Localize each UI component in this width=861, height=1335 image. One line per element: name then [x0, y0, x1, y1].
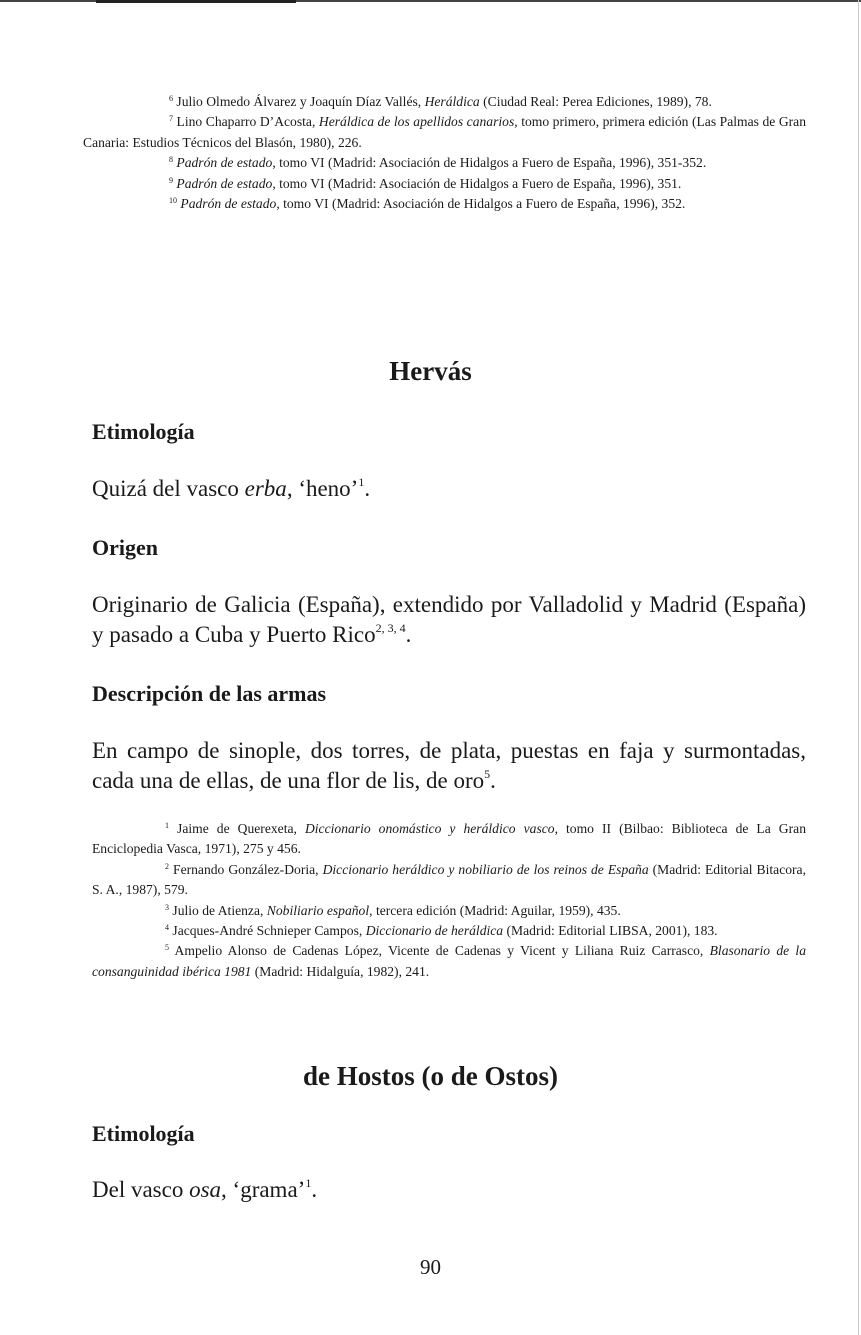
footnote-number: 4	[165, 923, 169, 933]
footnote-number: 2	[165, 861, 169, 871]
footnote-text: Fernando González-Doria,	[173, 861, 323, 877]
footnote-number: 6	[169, 94, 173, 103]
footnote-number: 3	[165, 902, 169, 912]
footnote-3	[92, 901, 806, 921]
heading-origen-hervas: Origen	[92, 535, 158, 560]
footnote-2	[92, 860, 806, 901]
footnote-8	[83, 153, 806, 173]
footnote-5	[92, 941, 806, 982]
etimologia-hervas-text: Quizá del vasco erba, ‘heno’$^1$.	[92, 475, 371, 501]
armas-hervas-text: En campo de sinople, dos torres, de plata, puestas en faja y surmontadas, cada una de ellas, de una flor de lis, de oro$^5$.	[92, 738, 806, 793]
footnote-title: Diccionario heráldico y nobiliario de los reinos de España	[322, 861, 649, 877]
footnote-text: , tercera edición (Madrid: Aguilar, 1959), 435.	[369, 902, 621, 918]
footnote-text: , tomo VI (Madrid: Asociación de Hidalgos a Fuero de España, 1996), 352.	[276, 196, 686, 212]
footnote-text: Ampelio Alonso de Cadenas López, Vicente de Cadenas y Vicent y Liliana Ruiz Carrasco,	[174, 943, 710, 959]
footnote-text: Jaime de Querexeta,	[177, 821, 305, 836]
footnote-title: Diccionario de heráldica	[365, 923, 504, 939]
footnote-text: (Ciudad Real: Perea Ediciones, 1989), 78.	[479, 94, 712, 109]
heading-etimologia-hervas: Etimología	[92, 419, 195, 444]
footnote-text: , tomo primero, primera edición (Las Palmas de Gran Canaria: Estudios Técnicos del Blasón, 1980), 226.	[83, 114, 807, 150]
footnote-text: Jacques-André Schnieper Campos,	[172, 923, 366, 939]
origen-hervas-text: Originario de Galicia (España), extendido por Valladolid y Madrid (España) y pasado a Cuba y Puerto Rico$^{2, 3, 4}$.	[92, 592, 806, 647]
heading-etimologia-hostos: Etimología	[92, 1121, 195, 1146]
footnote-title: Heráldica de los apellidos canarios	[318, 114, 515, 130]
footnote-title: Heráldica	[424, 94, 480, 109]
page-number: 90	[420, 1255, 441, 1279]
footnote-text: (Madrid: Hidalguía, 1982), 241.	[251, 963, 430, 979]
footnote-text: , tomo VI (Madrid: Asociación de Hidalgos a Fuero de España, 1996), 351-352.	[272, 155, 707, 171]
footnote-title: Blasonario de la consanguinidad ibérica 1981	[92, 943, 807, 979]
footnote-number: 1	[165, 821, 169, 830]
footnote-number: 10	[169, 196, 177, 206]
footnote-title: Padrón de estado	[176, 175, 273, 191]
footnote-text: (Madrid: Editorial LIBSA, 2001), 183.	[503, 923, 718, 939]
footnote-number: 7	[169, 114, 173, 124]
footnote-text: Julio Olmedo Álvarez y Joaquín Díaz Vallés,	[176, 94, 425, 109]
footnote-number: 9	[169, 175, 173, 185]
footnote-text: , tomo II (Bilbao: Biblioteca de La Gran Enciclopedia Vasca, 1971), 275 y 456.	[92, 821, 806, 857]
footnote-4	[92, 921, 806, 941]
footnote-7	[83, 112, 806, 153]
footnote-text: (Madrid: Editorial Bitacora, S. A., 1987), 579.	[92, 861, 806, 898]
footnote-title: Diccionario onomástico y heráldico vasco	[304, 821, 555, 836]
footnote-number: 5	[165, 943, 169, 953]
footnote-number: 8	[169, 155, 173, 165]
footnote-text: , tomo VI (Madrid: Asociación de Hidalgos a Fuero de España, 1996), 351.	[272, 175, 682, 191]
footnote-title: Padrón de estado	[180, 196, 277, 212]
page-top-edge-dark	[96, 0, 296, 3]
page-right-edge	[858, 0, 859, 1335]
footnote-text: Lino Chaparro D’Acosta,	[176, 114, 319, 130]
footnote-6	[83, 92, 806, 112]
footnote-title: Nobiliario español	[266, 902, 370, 918]
footnote-9	[83, 174, 806, 194]
footnotes-bottom	[92, 819, 806, 982]
footnote-1	[92, 819, 806, 860]
footnotes-top	[83, 92, 806, 214]
footnote-title: Padrón de estado	[176, 155, 273, 171]
footnote-text: Julio de Atienza,	[172, 902, 267, 918]
footnote-10	[83, 194, 806, 214]
title-hervas: Hervás	[389, 356, 472, 386]
heading-armas-hervas: Descripción de las armas	[92, 681, 327, 706]
etimologia-hostos-text: Del vasco osa, ‘grama’$^1$.	[92, 1176, 318, 1202]
title-de-hostos: de Hostos (o de Ostos)	[303, 1061, 558, 1091]
